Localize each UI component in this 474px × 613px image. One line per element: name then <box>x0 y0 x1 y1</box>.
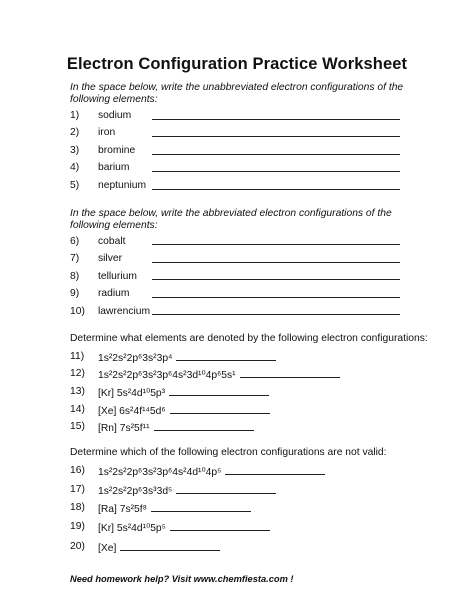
answer-blank[interactable] <box>170 403 270 414</box>
electron-configuration <box>98 501 251 516</box>
question-number: 12) <box>70 368 85 379</box>
electron-configuration <box>98 403 270 418</box>
config-text: 1s²2s²2p⁶3s³3d⁵ <box>98 486 173 497</box>
config-text: 1s²2s²2p⁶3s²3p⁶4s²3d¹⁰4p⁶5s¹ <box>98 370 236 381</box>
element-name: radium <box>98 288 130 299</box>
answer-blank[interactable] <box>240 367 340 378</box>
answer-line[interactable] <box>152 297 400 298</box>
config-text: [Kr] 5s²4d¹⁰5p⁵ <box>98 523 166 534</box>
electron-configuration <box>98 350 276 365</box>
answer-line[interactable] <box>152 279 400 280</box>
answer-line[interactable] <box>152 314 400 315</box>
answer-line[interactable] <box>152 262 400 263</box>
question-number: 2) <box>70 127 80 138</box>
question-number: 20) <box>70 541 85 552</box>
answer-line[interactable] <box>152 171 400 172</box>
question-number: 7) <box>70 253 80 264</box>
config-text: [Rn] 7s²5f¹¹ <box>98 423 150 434</box>
question-number: 17) <box>70 484 85 495</box>
config-text: 1s²2s²2p⁶3s²3p⁶4s²4d¹⁰4p⁵ <box>98 467 222 478</box>
answer-line[interactable] <box>152 154 400 155</box>
section2-instruction: In the space below, write the abbreviated electron configurations of the following elements: <box>70 208 392 231</box>
electron-configuration <box>98 420 254 435</box>
section1-instruction: In the space below, write the unabbreviated electron configurations of the following elements: <box>70 82 404 105</box>
electron-configuration <box>98 385 269 400</box>
answer-blank[interactable] <box>151 501 251 512</box>
question-number: 5) <box>70 180 80 191</box>
answer-blank[interactable] <box>170 520 270 531</box>
question-number: 15) <box>70 421 85 432</box>
element-name: bromine <box>98 145 136 156</box>
element-name: silver <box>98 253 123 264</box>
question-number: 9) <box>70 288 80 299</box>
config-text: [Ra] 7s²5f⁸ <box>98 504 147 515</box>
question-number: 10) <box>70 306 85 317</box>
question-number: 18) <box>70 502 85 513</box>
element-name: sodium <box>98 110 132 121</box>
element-name: barium <box>98 162 130 173</box>
answer-blank[interactable] <box>120 540 220 551</box>
answer-line[interactable] <box>152 189 400 190</box>
footer-note: Need homework help? Visit www.chemfiesta.com ! <box>70 574 294 584</box>
config-text: [Xe] 6s²4f¹⁴5d⁶ <box>98 406 166 417</box>
answer-blank[interactable] <box>169 385 269 396</box>
config-text: 1s²2s²2p⁶3s²3p⁴ <box>98 353 173 364</box>
electron-configuration <box>98 520 270 535</box>
question-number: 8) <box>70 271 80 282</box>
electron-configuration <box>98 483 276 498</box>
question-number: 4) <box>70 162 80 173</box>
answer-line[interactable] <box>152 244 400 245</box>
question-number: 11) <box>70 351 85 362</box>
answer-blank[interactable] <box>154 420 254 431</box>
question-number: 19) <box>70 521 85 532</box>
element-name: tellurium <box>98 271 137 282</box>
section4-instruction: Determine which of the following electron configurations are not valid: <box>70 447 387 458</box>
config-text: [Xe] <box>98 543 117 554</box>
question-number: 16) <box>70 465 85 476</box>
question-number: 3) <box>70 145 80 156</box>
element-name: cobalt <box>98 236 126 247</box>
electron-configuration <box>98 540 220 555</box>
answer-blank[interactable] <box>176 483 276 494</box>
answer-line[interactable] <box>152 119 400 120</box>
electron-configuration <box>98 367 340 382</box>
answer-line[interactable] <box>152 136 400 137</box>
question-number: 13) <box>70 386 85 397</box>
answer-blank[interactable] <box>176 350 276 361</box>
electron-configuration <box>98 464 325 479</box>
element-name: lawrencium <box>98 306 151 317</box>
question-number: 1) <box>70 110 80 121</box>
section3-instruction: Determine what elements are denoted by the following electron configurations: <box>70 333 428 344</box>
element-name: neptunium <box>98 180 147 191</box>
page-title: Electron Configuration Practice Worksheet <box>66 55 408 73</box>
element-name: iron <box>98 127 116 138</box>
question-number: 14) <box>70 404 85 415</box>
config-text: [Kr] 5s²4d¹⁰5p³ <box>98 388 166 399</box>
question-number: 6) <box>70 236 80 247</box>
answer-blank[interactable] <box>225 464 325 475</box>
